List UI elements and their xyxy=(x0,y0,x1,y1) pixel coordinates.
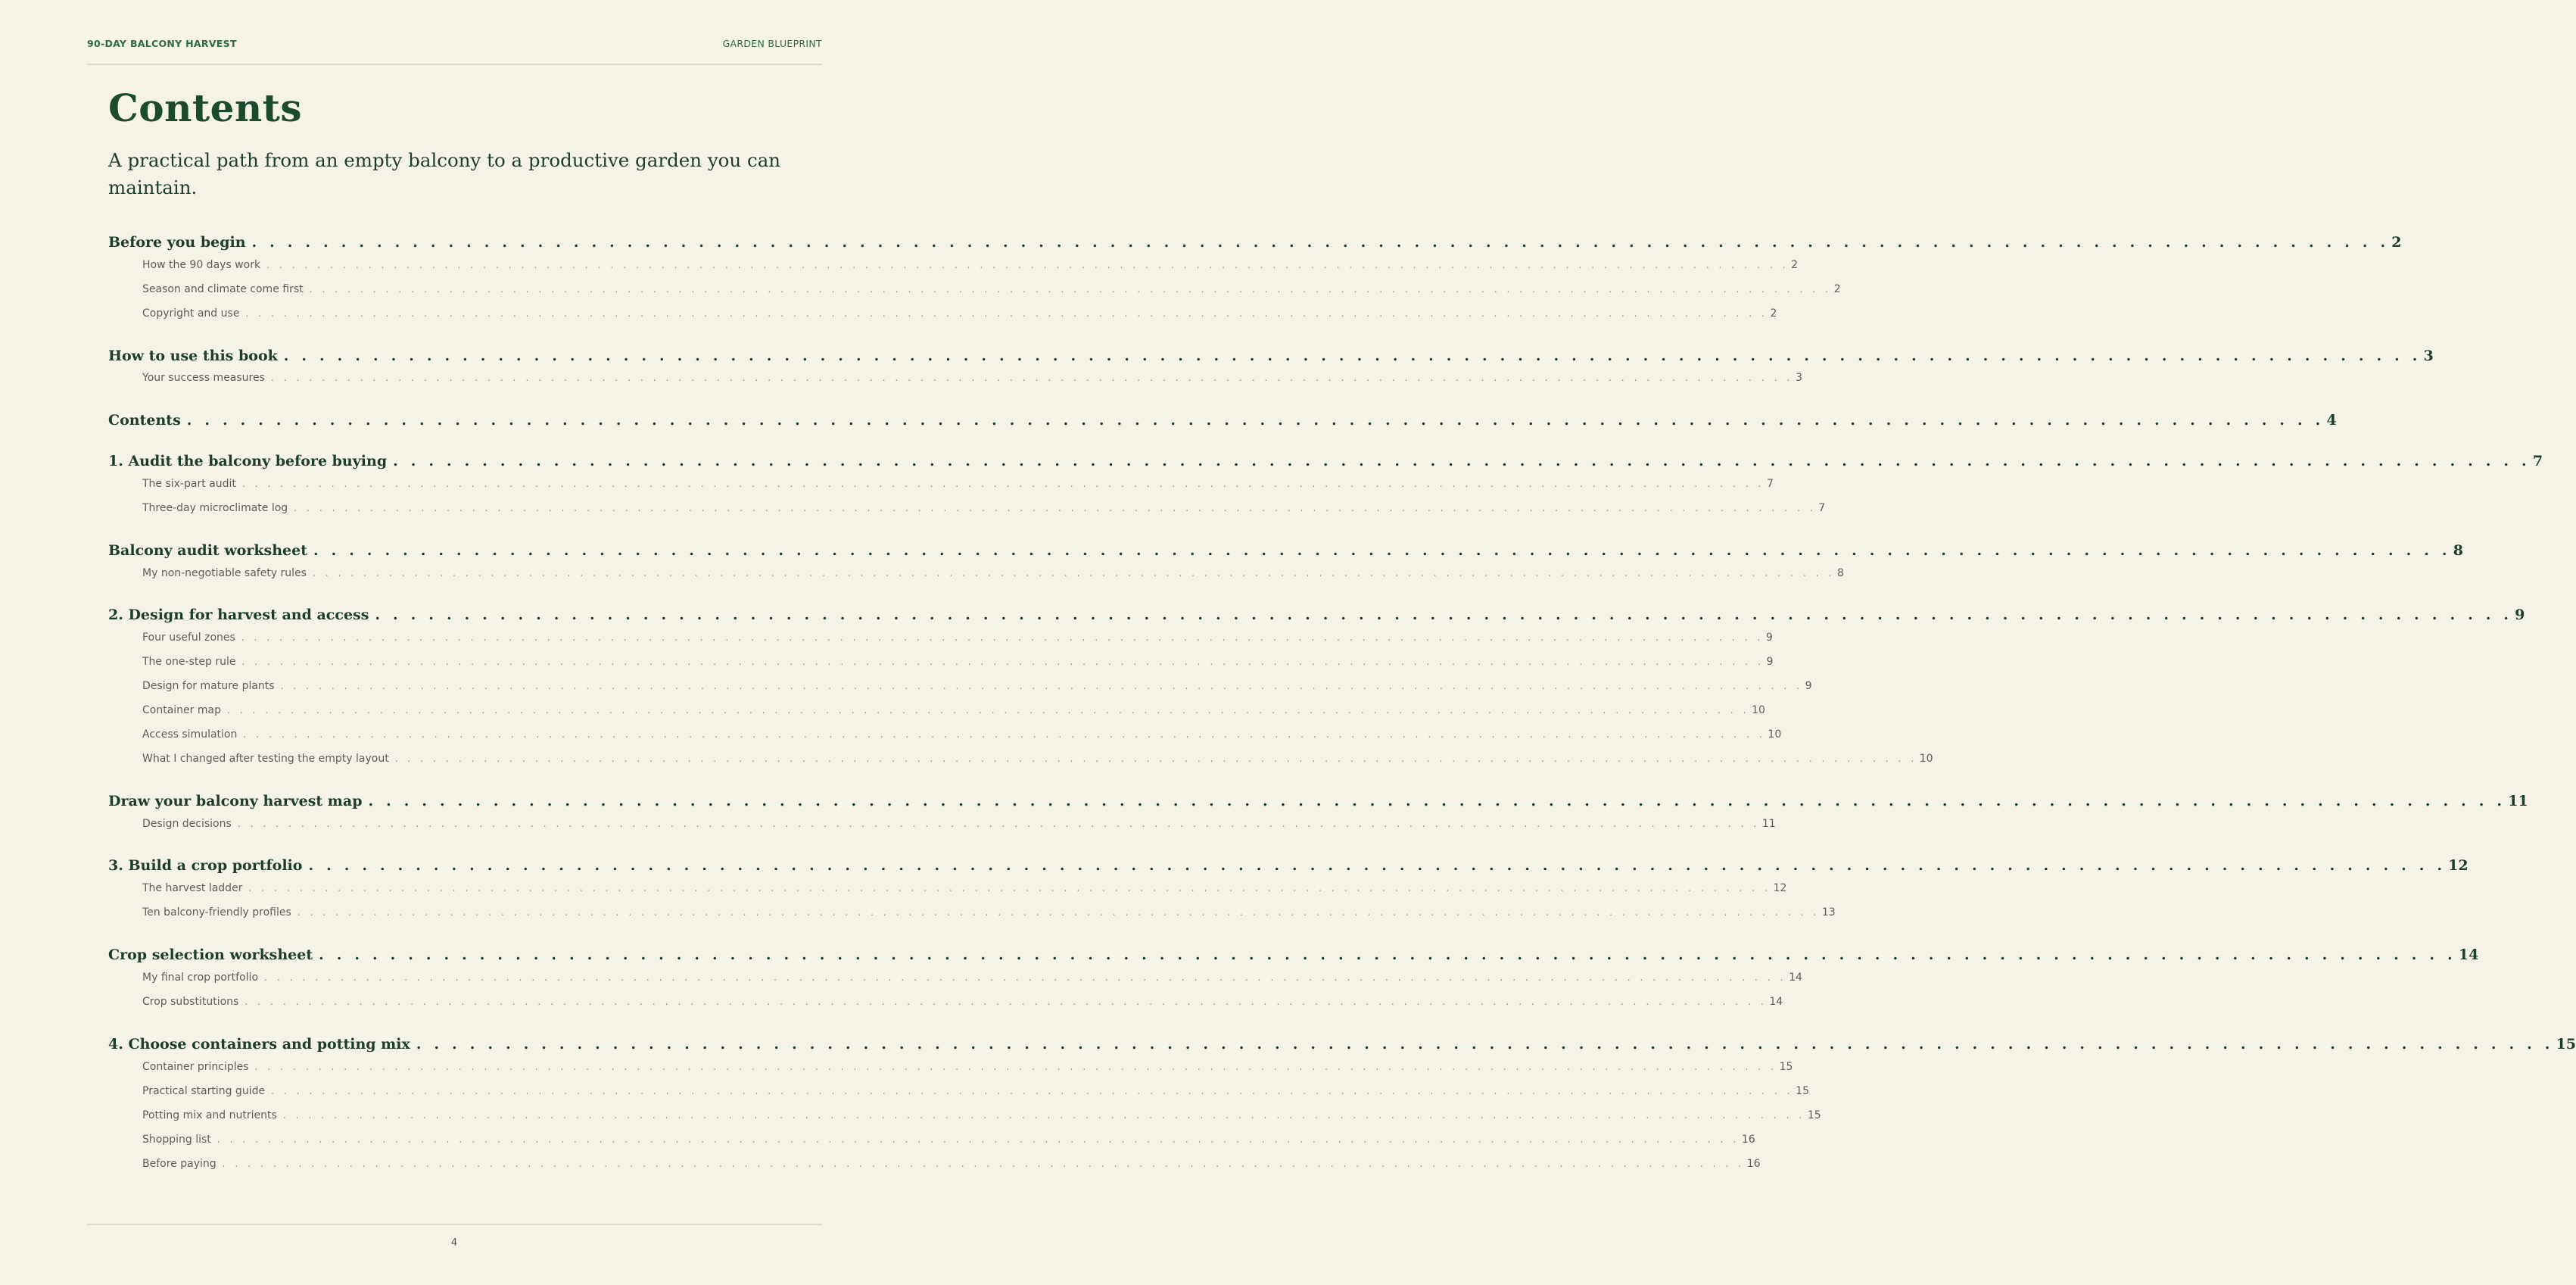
dot-leader: . . . . . . . . . . . . . . . . . . . . . . . . . . . . . . . . . . . . . . . . . . . . . . . . . . . . . . . . . . . . . . . . . . . . . . . . . . . . . . . . . . . . . . . . . . . . . . . . . . . . . . . . . . . . . . . . . . . . . . . . xyxy=(375,607,2513,623)
section-title: GARDEN BLUEPRINT xyxy=(722,38,822,49)
dot-leader: . . . . . . . . . . . . . . . . . . . . . . . . . . . . . . . . . . . . . . . . . . . . . . . . . . . . . . . . . . . . . . . . . . . . . . . . . . . . . . . . . . . . . . . . . . . . . . . . . . . . . . . . . . . . . . . . . . . . . . . . xyxy=(394,753,1917,764)
toc-entry-label: How the 90 days work xyxy=(142,259,261,271)
toc-entry-label: Access simulation xyxy=(142,728,238,741)
toc-entry-page: 12 xyxy=(2448,857,2469,874)
toc-subsection-entry[interactable] xyxy=(142,656,1774,668)
toc-entry-page: 14 xyxy=(2458,947,2479,963)
toc-entry-label: Design for mature plants xyxy=(142,680,275,692)
dot-leader: . . . . . . . . . . . . . . . . . . . . . . . . . . . . . . . . . . . . . . . . . . . . . . . . . . . . . . . . . . . . . . . . . . . . . . . . . . . . . . . . . . . . . . . . . . . . . . . . . . . . . . . . . . . . . . . . . . . . . . . . xyxy=(241,632,1764,643)
toc-entry-page: 3 xyxy=(2423,348,2434,364)
toc-entry-label: The one-step rule xyxy=(142,656,236,668)
toc-entry-label: My non-negotiable safety rules xyxy=(142,567,307,579)
toc-entry-page: 10 xyxy=(1768,728,1782,741)
dot-leader: . . . . . . . . . . . . . . . . . . . . . . . . . . . . . . . . . . . . . . . . . . . . . . . . . . . . . . . . . . . . . . . . . . . . . . . . . . . . . . . . . . . . . . . . . . . . . . . . . . . . . . . . . . . . . . . . . . . . . . . . xyxy=(266,260,1789,270)
toc-entry-page: 7 xyxy=(1818,502,1826,514)
toc-entry-page: 11 xyxy=(2508,793,2528,809)
toc-subsection-entry[interactable] xyxy=(142,502,1826,514)
toc-entry-page: 13 xyxy=(1821,906,1836,919)
toc-entry-label: Design decisions xyxy=(142,818,232,830)
toc-subsection-entry[interactable] xyxy=(142,1061,1793,1073)
toc-section-entry[interactable] xyxy=(108,607,2525,623)
dot-leader: . . . . . . . . . . . . . . . . . . . . . . . . . . . . . . . . . . . . . . . . . . . . . . . . . . . . . . . . . . . . . . . . . . . . . . . . . . . . . . . . . . . . . . . . . . . . . . . . . . . . . . . . . . . . . . . . . . . . . . . . xyxy=(282,1110,1805,1121)
dot-leader: . . . . . . . . . . . . . . . . . . . . . . . . . . . . . . . . . . . . . . . . . . . . . . . . . . . . . . . . . . . . . . . . . . . . . . . . . . . . . . . . . . . . . . . . . . . . . . . . . . . . . . . . . . . . . . . . . . . . . . . . xyxy=(280,681,1803,691)
toc-entry-page: 14 xyxy=(1789,972,1802,984)
toc-entry-page: 16 xyxy=(1741,1134,1755,1146)
toc-subsection-entry[interactable] xyxy=(142,478,1774,490)
dot-leader: . . . . . . . . . . . . . . . . . . . . . . . . . . . . . . . . . . . . . . . . . . . . . . . . . . . . . . . . . . . . . . . . . . . . . . . . . . . . . . . . . . . . . . . . . . . . . . . . . . . . . . . . . . . . . . . . . . . . . . . . xyxy=(313,542,2451,559)
dot-leader: . . . . . . . . . . . . . . . . . . . . . . . . . . . . . . . . . . . . . . . . . . . . . . . . . . . . . . . . . . . . . . . . . . . . . . . . . . . . . . . . . . . . . . . . . . . . . . . . . . . . . . . . . . . . . . . . . . . . . . . . xyxy=(393,453,2531,469)
page-number: 4 xyxy=(450,1237,458,1249)
dot-leader: . . . . . . . . . . . . . . . . . . . . . . . . . . . . . . . . . . . . . . . . . . . . . . . . . . . . . . . . . . . . . . . . . . . . . . . . . . . . . . . . . . . . . . . . . . . . . . . . . . . . . . . . . . . . . . . . . . . . . . . . xyxy=(226,705,1750,716)
dot-leader: . . . . . . . . . . . . . . . . . . . . . . . . . . . . . . . . . . . . . . . . . . . . . . . . . . . . . . . . . . . . . . . . . . . . . . . . . . . . . . . . . . . . . . . . . . . . . . . . . . . . . . . . . . . . . . . . . . . . . . . . xyxy=(254,1062,1777,1072)
toc-entry-page: 7 xyxy=(1766,478,1774,490)
toc-entry-label: Balcony audit worksheet xyxy=(108,542,307,559)
toc-entry-label: What I changed after testing the empty layout xyxy=(142,753,389,765)
dot-leader: . . . . . . . . . . . . . . . . . . . . . . . . . . . . . . . . . . . . . . . . . . . . . . . . . . . . . . . . . . . . . . . . . . . . . . . . . . . . . . . . . . . . . . . . . . . . . . . . . . . . . . . . . . . . . . . . . . . . . . . . xyxy=(216,1134,1740,1145)
toc-entry-label: Potting mix and nutrients xyxy=(142,1109,277,1121)
toc-subsection-entry[interactable] xyxy=(142,632,1773,644)
toc-subsection-entry[interactable] xyxy=(142,818,1776,830)
footer-divider xyxy=(87,1224,822,1225)
toc-entry-page: 14 xyxy=(1769,996,1783,1008)
toc-subsection-entry[interactable] xyxy=(142,704,1765,716)
toc-entry-label: Crop substitutions xyxy=(142,996,239,1008)
toc-subsection-entry[interactable] xyxy=(142,1109,1821,1121)
dot-leader: . . . . . . . . . . . . . . . . . . . . . . . . . . . . . . . . . . . . . . . . . . . . . . . . . . . . . . . . . . . . . . . . . . . . . . . . . . . . . . . . . . . . . . . . . . . . . . . . . . . . . . . . . . . . . . . . . . . . . . . . xyxy=(309,284,1832,295)
toc-entry-label: Season and climate come first xyxy=(142,283,304,295)
dot-leader: . . . . . . . . . . . . . . . . . . . . . . . . . . . . . . . . . . . . . . . . . . . . . . . . . . . . . . . . . . . . . . . . . . . . . . . . . . . . . . . . . . . . . . . . . . . . . . . . . . . . . . . . . . . . . . . . . . . . . . . . xyxy=(264,972,1787,983)
toc-entry-label: Crop selection worksheet xyxy=(108,947,313,963)
toc-entry-page: 10 xyxy=(1752,704,1765,716)
toc-entry-page: 8 xyxy=(2453,542,2463,559)
toc-subsection-entry[interactable] xyxy=(142,307,1777,320)
toc-subsection-entry[interactable] xyxy=(142,372,1802,384)
book-title: 90-DAY BALCONY HARVEST xyxy=(87,38,237,49)
toc-entry-label: Three-day microclimate log xyxy=(142,502,288,514)
toc-section-entry[interactable] xyxy=(108,542,2463,559)
toc-entry-page: 9 xyxy=(1765,632,1773,644)
toc-section-entry[interactable] xyxy=(108,234,2402,251)
toc-section-entry[interactable] xyxy=(108,857,2469,874)
toc-subsection-entry[interactable] xyxy=(142,728,1782,741)
toc-entry-label: 2. Design for harvest and access xyxy=(108,607,369,623)
toc-entry-label: 4. Choose containers and potting mix xyxy=(108,1036,410,1053)
running-header xyxy=(87,38,822,49)
dot-leader: . . . . . . . . . . . . . . . . . . . . . . . . . . . . . . . . . . . . . . . . . . . . . . . . . . . . . . . . . . . . . . . . . . . . . . . . . . . . . . . . . . . . . . . . . . . . . . . . . . . . . . . . . . . . . . . . . . . . . . . . xyxy=(368,793,2506,809)
toc-entry-page: 2 xyxy=(2391,234,2402,251)
dot-leader: . . . . . . . . . . . . . . . . . . . . . . . . . . . . . . . . . . . . . . . . . . . . . . . . . . . . . . . . . . . . . . . . . . . . . . . . . . . . . . . . . . . . . . . . . . . . . . . . . . . . . . . . . . . . . . . . . . . . . . . . xyxy=(222,1159,1745,1169)
toc-entry-label: Draw your balcony harvest map xyxy=(108,793,363,809)
toc-entry-page: 8 xyxy=(1837,567,1844,579)
dot-leader: . . . . . . . . . . . . . . . . . . . . . . . . . . . . . . . . . . . . . . . . . . . . . . . . . . . . . . . . . . . . . . . . . . . . . . . . . . . . . . . . . . . . . . . . . . . . . . . . . . . . . . . . . . . . . . . . . . . . . . . . xyxy=(248,883,1771,894)
toc-entry-label: Shopping list xyxy=(142,1134,211,1146)
dot-leader: . . . . . . . . . . . . . . . . . . . . . . . . . . . . . . . . . . . . . . . . . . . . . . . . . . . . . . . . . . . . . . . . . . . . . . . . . . . . . . . . . . . . . . . . . . . . . . . . . . . . . . . . . . . . . . . . . . . . . . . . xyxy=(186,412,2325,429)
toc-entry-page: 7 xyxy=(2532,453,2543,469)
toc-entry-label: Container map xyxy=(142,704,221,716)
dot-leader: . . . . . . . . . . . . . . . . . . . . . . . . . . . . . . . . . . . . . . . . . . . . . . . . . . . . . . . . . . . . . . . . . . . . . . . . . . . . . . . . . . . . . . . . . . . . . . . . . . . . . . . . . . . . . . . . . . . . . . . . xyxy=(308,857,2447,874)
toc-entry-page: 2 xyxy=(1833,283,1841,295)
toc-entry-label: Container principles xyxy=(142,1061,249,1073)
toc-subsection-entry[interactable] xyxy=(142,1085,1809,1097)
toc-entry-page: 15 xyxy=(1796,1085,1809,1097)
toc-section-entry[interactable] xyxy=(108,412,2337,429)
toc-entry-label: My final crop portfolio xyxy=(142,972,259,984)
toc-entry-label: Four useful zones xyxy=(142,632,235,644)
dot-leader: . . . . . . . . . . . . . . . . . . . . . . . . . . . . . . . . . . . . . . . . . . . . . . . . . . . . . . . . . . . . . . . . . . . . . . . . . . . . . . . . . . . . . . . . . . . . . . . . . . . . . . . . . . . . . . . . . . . . . . . . xyxy=(245,308,1768,319)
toc-section-entry[interactable] xyxy=(108,348,2434,364)
toc-subsection-entry[interactable] xyxy=(142,567,1844,579)
toc-entry-page: 4 xyxy=(2326,412,2337,429)
toc-section-entry[interactable] xyxy=(108,1036,2576,1053)
dot-leader: . . . . . . . . . . . . . . . . . . . . . . . . . . . . . . . . . . . . . . . . . . . . . . . . . . . . . . . . . . . . . . . . . . . . . . . . . . . . . . . . . . . . . . . . . . . . . . . . . . . . . . . . . . . . . . . . . . . . . . . . xyxy=(297,907,1820,918)
toc-entry-page: 9 xyxy=(1805,680,1812,692)
toc-entry-page: 9 xyxy=(2515,607,2525,623)
toc-entry-page: 9 xyxy=(1766,656,1774,668)
toc-entry-label: 3. Build a crop portfolio xyxy=(108,857,303,874)
dot-leader: . . . . . . . . . . . . . . . . . . . . . . . . . . . . . . . . . . . . . . . . . . . . . . . . . . . . . . . . . . . . . . . . . . . . . . . . . . . . . . . . . . . . . . . . . . . . . . . . . . . . . . . . . . . . . . . . . . . . . . . . xyxy=(241,479,1765,489)
toc-subsection-entry[interactable] xyxy=(142,1158,1761,1170)
dot-leader: . . . . . . . . . . . . . . . . . . . . . . . . . . . . . . . . . . . . . . . . . . . . . . . . . . . . . . . . . . . . . . . . . . . . . . . . . . . . . . . . . . . . . . . . . . . . . . . . . . . . . . . . . . . . . . . . . . . . . . . . xyxy=(241,657,1765,667)
dot-leader: . . . . . . . . . . . . . . . . . . . . . . . . . . . . . . . . . . . . . . . . . . . . . . . . . . . . . . . . . . . . . . . . . . . . . . . . . . . . . . . . . . . . . . . . . . . . . . . . . . . . . . . . . . . . . . . . . . . . . . . . xyxy=(243,729,1766,740)
dot-leader: . . . . . . . . . . . . . . . . . . . . . . . . . . . . . . . . . . . . . . . . . . . . . . . . . . . . . . . . . . . . . . . . . . . . . . . . . . . . . . . . . . . . . . . . . . . . . . . . . . . . . . . . . . . . . . . . . . . . . . . . xyxy=(237,819,1760,829)
dot-leader: . . . . . . . . . . . . . . . . . . . . . . . . . . . . . . . . . . . . . . . . . . . . . . . . . . . . . . . . . . . . . . . . . . . . . . . . . . . . . . . . . . . . . . . . . . . . . . . . . . . . . . . . . . . . . . . . . . . . . . . . xyxy=(416,1036,2554,1053)
toc-entry-page: 15 xyxy=(2556,1036,2576,1053)
toc-subsection-entry[interactable] xyxy=(142,882,1787,894)
dot-leader: . . . . . . . . . . . . . . . . . . . . . . . . . . . . . . . . . . . . . . . . . . . . . . . . . . . . . . . . . . . . . . . . . . . . . . . . . . . . . . . . . . . . . . . . . . . . . . . . . . . . . . . . . . . . . . . . . . . . . . . . xyxy=(283,348,2422,364)
intro-text: A practical path from an empty balcony to a productive garden you can maintain. xyxy=(108,149,781,198)
toc-subsection-entry[interactable] xyxy=(142,1134,1755,1146)
toc-entry-page: 16 xyxy=(1746,1158,1761,1170)
toc-subsection-entry[interactable] xyxy=(142,680,1812,692)
toc-subsection-entry[interactable] xyxy=(142,906,1836,919)
toc-section-entry[interactable] xyxy=(108,453,2543,469)
toc-subsection-entry[interactable] xyxy=(142,259,1799,271)
toc-entry-page: 2 xyxy=(1791,259,1799,271)
toc-subsection-entry[interactable] xyxy=(142,753,1933,765)
toc-entry-label: How to use this book xyxy=(108,348,278,364)
toc-entry-label: 1. Audit the balcony before buying xyxy=(108,453,388,469)
dot-leader: . . . . . . . . . . . . . . . . . . . . . . . . . . . . . . . . . . . . . . . . . . . . . . . . . . . . . . . . . . . . . . . . . . . . . . . . . . . . . . . . . . . . . . . . . . . . . . . . . . . . . . . . . . . . . . . . . . . . . . . . xyxy=(245,996,1768,1007)
toc-entry-page: 11 xyxy=(1761,818,1776,830)
dot-leader: . . . . . . . . . . . . . . . . . . . . . . . . . . . . . . . . . . . . . . . . . . . . . . . . . . . . . . . . . . . . . . . . . . . . . . . . . . . . . . . . . . . . . . . . . . . . . . . . . . . . . . . . . . . . . . . . . . . . . . . . xyxy=(312,568,1836,579)
dot-leader: . . . . . . . . . . . . . . . . . . . . . . . . . . . . . . . . . . . . . . . . . . . . . . . . . . . . . . . . . . . . . . . . . . . . . . . . . . . . . . . . . . . . . . . . . . . . . . . . . . . . . . . . . . . . . . . . . . . . . . . . xyxy=(271,1086,1794,1096)
dot-leader: . . . . . . . . . . . . . . . . . . . . . . . . . . . . . . . . . . . . . . . . . . . . . . . . . . . . . . . . . . . . . . . . . . . . . . . . . . . . . . . . . . . . . . . . . . . . . . . . . . . . . . . . . . . . . . . . . . . . . . . . xyxy=(319,947,2456,963)
page-title: Contents xyxy=(108,86,303,130)
toc-entry-label: The six-part audit xyxy=(142,478,236,490)
header-divider xyxy=(87,64,822,65)
toc-entry-label: The harvest ladder xyxy=(142,882,243,894)
toc-entry-label: Your success measures xyxy=(142,372,265,384)
toc-section-entry[interactable] xyxy=(108,793,2528,809)
toc-entry-label: Before you begin xyxy=(108,234,246,251)
toc-entry-label: Before paying xyxy=(142,1158,216,1170)
toc-entry-page: 15 xyxy=(1779,1061,1793,1073)
toc-entry-label: Copyright and use xyxy=(142,307,240,320)
dot-leader: . . . . . . . . . . . . . . . . . . . . . . . . . . . . . . . . . . . . . . . . . . . . . . . . . . . . . . . . . . . . . . . . . . . . . . . . . . . . . . . . . . . . . . . . . . . . . . . . . . . . . . . . . . . . . . . . . . . . . . . . xyxy=(270,373,1793,383)
toc-subsection-entry[interactable] xyxy=(142,996,1783,1008)
toc-subsection-entry[interactable] xyxy=(142,283,1841,295)
toc-subsection-entry[interactable] xyxy=(142,972,1802,984)
toc-entry-label: Practical starting guide xyxy=(142,1085,266,1097)
toc-entry-label: Ten balcony-friendly profiles xyxy=(142,906,291,919)
toc-entry-page: 12 xyxy=(1773,882,1787,894)
dot-leader: . . . . . . . . . . . . . . . . . . . . . . . . . . . . . . . . . . . . . . . . . . . . . . . . . . . . . . . . . . . . . . . . . . . . . . . . . . . . . . . . . . . . . . . . . . . . . . . . . . . . . . . . . . . . . . . . . . . . . . . . xyxy=(294,503,1817,513)
toc-entry-page: 2 xyxy=(1770,307,1777,320)
toc-entry-page: 15 xyxy=(1807,1109,1821,1121)
toc-entry-label: Contents xyxy=(108,412,181,429)
toc-entry-page: 10 xyxy=(1919,753,1933,765)
toc-entry-page: 3 xyxy=(1795,372,1802,384)
dot-leader: . . . . . . . . . . . . . . . . . . . . . . . . . . . . . . . . . . . . . . . . . . . . . . . . . . . . . . . . . . . . . . . . . . . . . . . . . . . . . . . . . . . . . . . . . . . . . . . . . . . . . . . . . . . . . . . . . . . . . . . . xyxy=(251,234,2390,251)
toc-section-entry[interactable] xyxy=(108,947,2479,963)
